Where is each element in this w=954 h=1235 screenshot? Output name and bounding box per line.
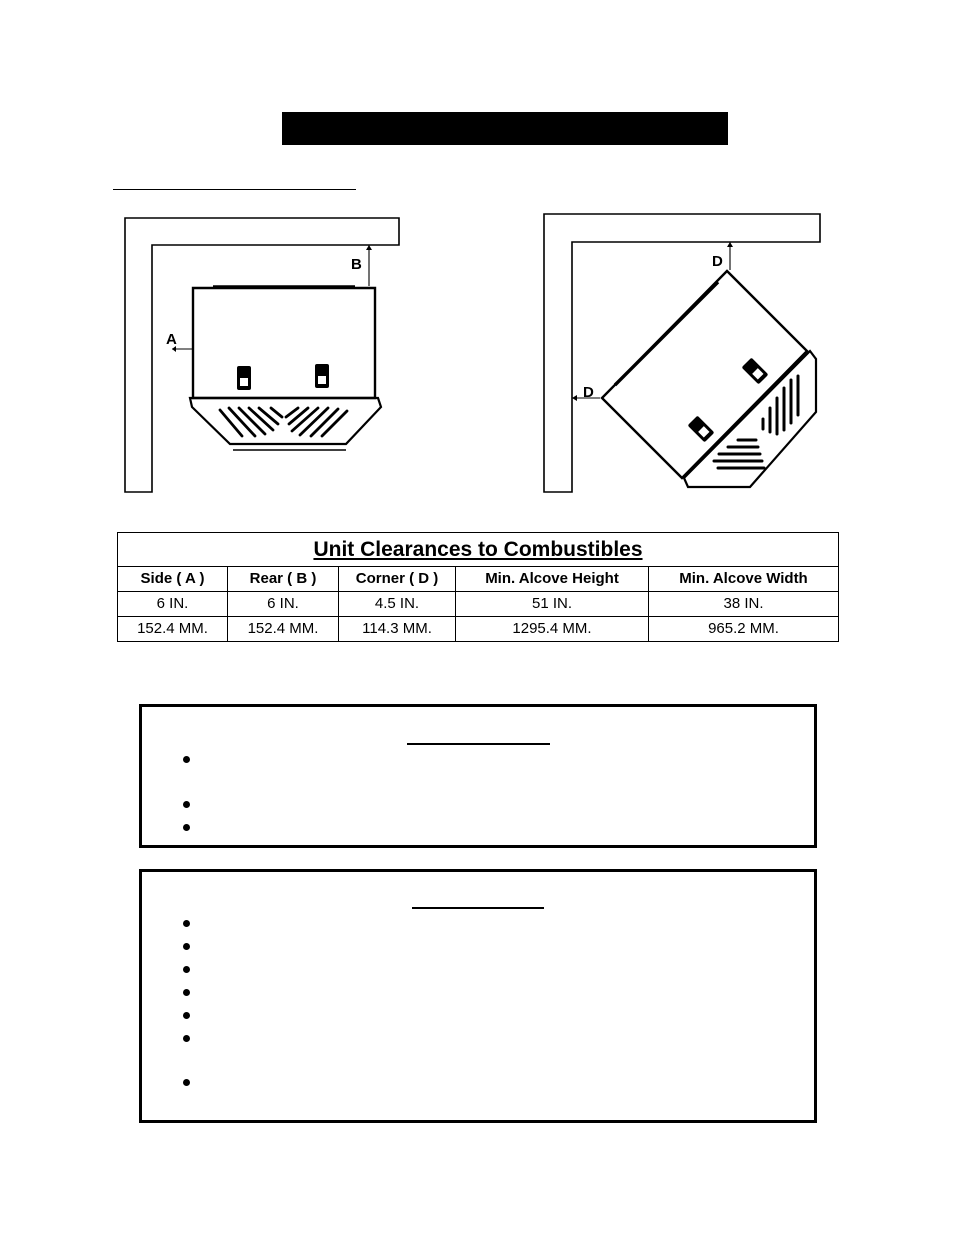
bullet-point bbox=[183, 801, 190, 808]
table-cell: 1295.4 MM. bbox=[456, 617, 649, 642]
box-heading-underline bbox=[412, 907, 544, 909]
vent-slots bbox=[220, 408, 347, 436]
wall-outline bbox=[544, 214, 820, 492]
clearances-table bbox=[117, 532, 839, 642]
table-cell: 6 IN. bbox=[228, 592, 339, 617]
table-row bbox=[118, 592, 839, 617]
bullet-point bbox=[183, 966, 190, 973]
label-side-a: A bbox=[166, 331, 177, 348]
note-box bbox=[139, 704, 817, 848]
column-header: Side ( A ) bbox=[118, 567, 228, 592]
bullet-point bbox=[183, 1012, 190, 1019]
unit-body bbox=[602, 271, 807, 478]
control-knobs bbox=[237, 364, 329, 390]
column-header: Min. Alcove Width bbox=[649, 567, 839, 592]
unit-body bbox=[193, 288, 375, 398]
table-cell: 38 IN. bbox=[649, 592, 839, 617]
note-box bbox=[139, 869, 817, 1123]
label-rear-b: B bbox=[351, 256, 362, 273]
label-corner-d-top: D bbox=[712, 253, 723, 270]
table-cell: 6 IN. bbox=[118, 592, 228, 617]
page-title-bar bbox=[282, 112, 728, 145]
bullet-point bbox=[183, 989, 190, 996]
table-row bbox=[118, 617, 839, 642]
bullet-point bbox=[183, 756, 190, 763]
bullet-point bbox=[183, 920, 190, 927]
table-cell: 51 IN. bbox=[456, 592, 649, 617]
table-title: Unit Clearances to Combustibles bbox=[118, 533, 839, 567]
table-header-row bbox=[118, 567, 839, 592]
unit-base bbox=[190, 398, 381, 444]
box-heading-underline bbox=[407, 743, 550, 745]
table-cell: 965.2 MM. bbox=[649, 617, 839, 642]
vent-slots bbox=[714, 376, 798, 468]
column-header: Min. Alcove Height bbox=[456, 567, 649, 592]
bullet-point bbox=[183, 1079, 190, 1086]
column-header: Rear ( B ) bbox=[228, 567, 339, 592]
bullet-point bbox=[183, 824, 190, 831]
column-header: Corner ( D ) bbox=[339, 567, 456, 592]
label-corner-d-side: D bbox=[583, 384, 594, 401]
table-cell: 152.4 MM. bbox=[118, 617, 228, 642]
table-cell: 114.3 MM. bbox=[339, 617, 456, 642]
table-cell: 4.5 IN. bbox=[339, 592, 456, 617]
side-rear-clearance-diagram bbox=[118, 210, 408, 502]
bullet-point bbox=[183, 1035, 190, 1042]
table-cell: 152.4 MM. bbox=[228, 617, 339, 642]
bullet-point bbox=[183, 943, 190, 950]
section-heading-underline bbox=[113, 189, 356, 190]
corner-clearance-diagram bbox=[538, 208, 828, 502]
